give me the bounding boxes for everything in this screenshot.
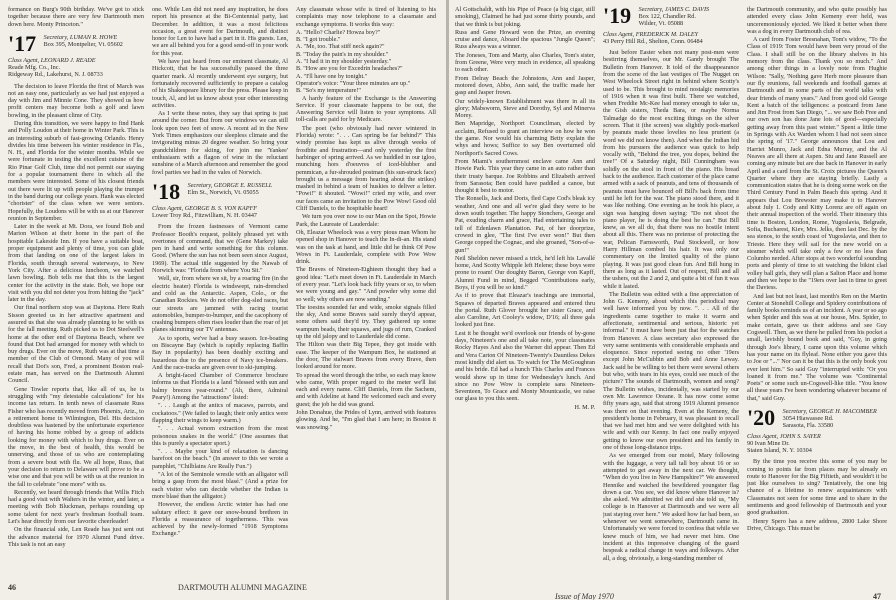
- poem-stanza: To spread the word through the tribe, so each may know who came, With proper regard to the meter we'll list each and every name. Cliff Daniels, from the Sachem, and with Adeline at hand He welcomed each and every guest; the job he did was grand.: [296, 371, 436, 408]
- right-column-2: [603, 6, 739, 566]
- left-column-2: [152, 6, 288, 566]
- magazine-title: DARTMOUTH ALUMNI MAGAZINE: [178, 583, 307, 592]
- paragraph: However, the endless Arctic winter has had one salutary effect: it gave our snow-bound brethren in Florida a reassurance of togetherness. This was achieved by the newly-formed "1918 Symptoms Exchange.": [152, 501, 288, 538]
- class-year: '17: [8, 30, 37, 56]
- class-header-19: [603, 6, 739, 45]
- agent-address: Reade Mfg. Co., Inc.: [8, 64, 61, 72]
- paragraph: "A lot of the Seminole wrestle with an alligator will bring a gasp from the most blasé." (And a prize for each visitor who can decide whether the Indian is more blasé than the alligator.): [152, 471, 288, 500]
- paragraph: Just before Easter when not many post-men were bestirring themselves, our Mr. Gandy brought The Bulletin from Hanover. It told of the disappearance from the scene of the last vestiges of The Nugget on West Wheelock Street right in behind where Scotty's used to be. This brought to mind nostalgic memories of 1916 when it was first built. There we watched, when Freddie Mc-Kee had money enough to take us, the Gish sisters, Theda Bara, or maybe Norma Talmadge do the most exciting things on the silver screen. That it (the screen) was slightly pock-marked by peanuts made those lovelies no less prurient (a word we did not know then). And when the Indian hid from his pursuers the audience was quick to help vocally with, "Behind the tree, you dopes, behind the tree!" Of a Saturday night, Bill Cunningham was solidly on the stool in front of the piano. His bread back to the audience. Each customer of the place came armed with a sack of peanuts, and tens of thousands of peanuts must have bounced off Bill's back from time until he left for the war. The piano stood there, and it was like nothing. One evening as he took his place, a sign was hanging down saying: "Do not shoot the piano player, he is doing the best he can." But Bill knew, as we all do, that there was no hostile intent about all this. There was no pretense of protecting the war, Pelican Farnsworth, Paul Stockwell, or how Harry Hillman combed his hair. It was only our commentary on the limited quality of the piano playing. It was just good clean fun. And Bill hung in there as long as it lasted. Out of respect, Bill and all the ushers, out the 2 and 2, and quite a bit of fun it was while it lasted.: [603, 49, 739, 290]
- dialog-line: Operator's voice: "Your three minutes are up.": [296, 79, 411, 87]
- agent-address: Ridgeway Rd., Lakehurst, N. J. 08733: [8, 71, 103, 79]
- secretary-name: Secretary, JAMES C. DAVIS: [638, 6, 710, 13]
- paragraph: Our final northern stop was at Daytona. Here Ruth Sisson greeted us in her attractive apartment and assured us that she was already planning to be with us for the fall meeting. Ruth picked us to Dot Steelwell's home at the other end of Daytona Beach, where we found that Dot had arranged for money with which to buy drugs. Ever on the move, Ruth was at that time a member of the Club of Ormond. Many of you will recall that Dot's son, Fred, a prominent Boston real-estate man, has served on the Dartmouth Alumni Council.: [8, 304, 144, 385]
- paragraph: Recently, we heard through friends that Willis Fitch had a good visit with Walters in the winter, and later, a meeting with Bob Bluckman, perhaps rounding up some talent for next year's freshman football team. Let's hear directly from our favorite cheerleader!: [8, 488, 144, 526]
- paragraph: A card from Foster Bresnahan, Tom's widow, "To the Class of 1919: Tom would have been very proud of the Class. I shall still be on the library shelves in his memory from the class. Thank you so much." And among other things in a lovely note from Hughie Wilson: "Sally, 'Nothing gave Herb more pleasure than our fly reunions, fall weekends and football games at Dartmouth and in some parts of the world talks with dear friends of many years." And from good old George Kent a batch of the telligences: a postcard from Jane and Jim Frost from San Diego, "... we saw Bob Free and our own son has done Jane lots of good—especially getting away from this past winter." Spent a little time in Springs with Ax Warden whom I had not seen since the spring of '17." George announces that Lou and Harriet Munro, Jack and Edna Murray, and the Al Neaves are all there at Aspen. Stu and Jane Russell are coming any minute but are due back in Hanover in early April and a card from the St. Croix pictures the Queen's Quarter where they are staying briefly. Lastly a communication states that he is doing some work on the Third Century Fund in Palm Beach this spring. And it appears that Lou Brewster may make it to Hanover about July 1. Cody and Kitty Lorenz are off again on their annual inspection of the world. Their itinerary this time is Boston, London, Rome, Yugoslavia, Belgrade, Sofia, Bucharest, Kiev, Mrs. Jelks, then last Dec. by the sea stenos, to the south coast of Yugoslavia, and then to Trieste. Here they will sail for the new world on a steamer which will take only a few or no less than Columbo nerded. After stops at two wonderful sounding ports and plenty of time to sit watching the bikini clad volley ball girls, they will plan a Salton Place and home and then we hope to the "19ers over last in time to greet the Daviess.: [747, 36, 887, 292]
- poem-stanza: The Joneses, Tom and Marty, also Charles, Tom's sister, from Greene, Were very much in evidence, all speaking to each other.: [455, 51, 595, 74]
- paragraph: ". . . Actual venom extraction from the most poisonous snakes in the world." (One assumes that this is purely a spectator sport.): [152, 425, 288, 447]
- secretary-address: Wilder, Vt. 05088: [638, 20, 684, 28]
- agent-address: 43 Perry Hill Rd., Shelton, Conn. 06484: [603, 37, 703, 45]
- right-page: [449, 0, 896, 600]
- paragraph: On the financial side, Len Reade has just sent out the advance material for 1970 Alumni Fund drive. This task is not an easy: [8, 526, 144, 548]
- paragraph: As I write these notes, they say that spring is just around the corner. But from our windows we can still look upon two feet of snow. A recent ad in the New York Times emphasizes our sleepless climate and the invigorating minus 20 degree weather. So bring your grandchildren for skiing, for join me 'Yankee' enthusiasm with a flagon of wine in the reluctant sunshine of a March afternoon and remember the good fowl parties we had in the vales of Norwich.: [152, 110, 288, 176]
- poem-stanza: Al Gottschaldt, with his Pipe of Peace (a big cigar, still smoking), Claimed he had just some thirty pounds, and that we think is but joking.: [455, 6, 595, 28]
- page-number: 46: [8, 583, 16, 592]
- poem-stanza: The Braves of Nineteen-Eighteen thought they had a good idea: "Let's meet down in Ft. Lauderdale in March of every year. "Let's look back fifty years or so, to when we were young and gay." "And powder why some did so well; why others are now sending.": [296, 266, 436, 303]
- poem-stanza: Oh, Eleazar Wheelock was a very pious man Whom he opened shop in Hanover to teach the In-di-an. His stand was on the task at hand, and little did he think Of Pow Wows in Ft. Lauderdale, complete with Pow Wow drink.: [296, 228, 436, 266]
- class-agent: Class Agent, JOHN S. SAYER: [747, 432, 821, 440]
- class-header-20: [747, 405, 887, 455]
- paragraph: Henry Spero has a new address, 2800 Lake Shore Drive, Chicago. This must be: [747, 517, 887, 532]
- poem-stanza: The Hilton was their Big Tepee, they got inside with ease. The keeper of the Wampum Box, he stationed at the door, The stalwart Braves from every Brave, then looked around for more.: [296, 341, 436, 371]
- poem-stanza: Russ and Gene Howard won the Prize, an evening cruise and dance, Aboard the spacious "Jungle Queen"; Russ always was a winner.: [455, 28, 595, 51]
- class-year: '18: [152, 178, 181, 204]
- poem-stanza: Our widely-known Establishment was there in all its glory; Mabsworm, Steve and Dorothy, Syl and Minerva Morey.: [455, 97, 595, 120]
- paragraph: ". . . Laugh at the antics of macaws, parrots, and cockatoos." (We failed to laugh; their only antics were flapping their wings to keep warm.): [152, 402, 288, 424]
- paragraph: From the frozen fastnesses of Vermont came Professor Booth's request, politely phrased yet with overtones of command, that we (Gene Markey) take pen in hand and write something for this column. Good. (Where the sun has not been seen since August, 1969). The actual title suggested by the Nawab of Norwich was: "Florida from where You Sit.": [152, 223, 288, 275]
- dialog-line: B. "I got trouble.": [296, 36, 341, 44]
- right-column-1: [455, 6, 595, 566]
- class-header-17: [8, 30, 144, 79]
- paragraph: The Bulletin was edited with a fine appreciation of John G. Kemeny, about which this periodical may well have informed you by now. ". . . All of the ingredients came together to make it warm and affectionate, sentimental and serious, historic yet informal." It must have been just that for the watches from Hanover. A class secretary also expressed the very same sentiments with considerable emphasis and eloquence. Since reported seeing no other '19ers except John McCubbin and Bob and Anne Leway. Jack said he be willing to bet there were several others but who, with tears in his eyes, could see much of the picture? The sounds of Dartmouth, women and song? The Bulletin wishes, incidentally, was started by our own Mr. Lawrence Oreane. It has now come some fifty years ago, said that strong 1919 Alumni presence was there on that evening. Even at the Kemeny, the president's home in February, it was pleasant to recall that we had met him and we were delighted with his wife and with our Kenny. In fact one really enjoyed getting to know our own president and his family in one of those long-distance trips.: [603, 290, 739, 452]
- paragraph: ". . . Maybe your kind of relaxation is dancing barefoot on the beach." (In answer to this we wrote a pamphlet, "Chilblains Are Really Fun."): [152, 448, 288, 470]
- dialog-line: B. "So's my temperature!": [296, 87, 361, 95]
- poem-stanza: Lest it be thought we'd overlook our friends of by-gone days, Nineteen's one and all take note, your classmates Rocky Hayes And also the Warner did appear. Then Ed and Vera Carton Of Nineteen-Twenty's Dauntless Dekes most kindly did alert us. To watch for The McGoughran and his bride. Ed had a hunch This Charles and Frances would show up in time for Wednesday's lunch. And since no Pow Wow is complete sans Nineteen-Seventeen, To Grace and Monty Mountcastle, we raise our glass to you this seen.: [455, 329, 595, 403]
- right-column-3: [747, 6, 887, 566]
- paragraph: During this transition, we were happy to find Hank and Polly Loudon at their home in Winter Park. This is an interesting suburb of fast-growing Orlando. Henry divides his time between his winter residence in Fla., N. H., and Florida for the winter months. While we were fortunate in testing the excellent cuisine of the Rio Pinar Golf Club, time did not permit our staying for a popular tournament there in which all the members were interested. Some of his closest friends out there were lit up with people playing the trumpet in the band during our college years. Hank was elected "chorister" of the class when we were seniors. Hopefully, the Loudons will be with us at our Hanover reunion in September.: [8, 119, 144, 222]
- paragraph: The poet (who obviously had never wintered in Florida) wrote: ". . . Can spring be far behind?" This windy promise has kept us alive through weeks of frostbite and frustration—and only yesterday the first harbinger of spring arrived. As we huddled in our igloo, munching hors d'oeuvres of iced-blubber and pemmican, a fur-shrouded postman (his sun-struck face) brought us a message from hearing about the strikes) mashed in behind a team of huskies to deliver a letter. "Powi!" it shouted. "Wowi!" cried my wife, and over our faces came an invitation to the Pow Wow! Good old Cliff Daniels, to the hospitable heart!: [296, 124, 436, 213]
- agent-address: Staten Island, N. Y. 10304: [747, 447, 812, 455]
- left-column-3: [296, 6, 436, 566]
- paragraph: formance on Burg's 90th birthday. We've got to stick together because there are very few Dartmouth men down here. Monty Princeton.": [8, 6, 144, 28]
- class-year: '19: [603, 6, 632, 28]
- class-agent: Class Agent, GEORGE B. S. VON KAPFF: [152, 204, 258, 212]
- issue-date: Issue of May 1970: [555, 592, 614, 600]
- dialog-line: A. "Hello? Charlie? Howza boy?": [296, 28, 381, 36]
- signature-initials: H. M. P.: [574, 403, 595, 411]
- secretary-address: Elm St., Norwich, Vt. 05055: [187, 189, 259, 197]
- secretary-address: Box 122, Chandler Rd.: [638, 13, 696, 21]
- class-agent: Class Agent, FREDERICK M. DALEY: [603, 30, 699, 38]
- left-page: [0, 0, 446, 600]
- paragraph: Any classmate whose wife is tired of listening to his complaints may now telephone to a classmate and exchange symptoms. It works this way:: [296, 6, 436, 28]
- agent-address: Lower Troy Rd., Fitzwilliam, N. H. 03447: [152, 212, 258, 220]
- dialog-line: A. "I'll have one by tonight.": [296, 72, 368, 80]
- secretary-name: Secretary, GEORGE H. MACOMBER: [782, 408, 877, 416]
- class-year: '20: [747, 405, 776, 431]
- poem-stanza: As if to prove that Eleazar's teachings are immortal, Squaws of departed Braves appeared and entered thru the portal. Ruth Glover brought her sister Grace, and also Caroline, Art Cooley's widow, D'16; all three gals looked just fine.: [455, 292, 595, 329]
- poem-stanza: From Miami's southernmost enclave came Ann and Howie Park. This year they came in an auto rather than their trusty barque. Joe Robbins and Elizabeth arrived from Sarasota; Ben could have paddled a canoe, but thought it best to motor.: [455, 157, 595, 195]
- paragraph: As to sports, we've had a busy season. Ice-boating on Biscayne Bay (which is rapidly replacing Baffin Bay in popularity) has been deathly exciting and hazardous due to the presence of Navy ice-breakers. And the race-tracks are given over to ski-jumping.: [152, 334, 288, 371]
- paragraph: A bright-faced Chamber of Commerce brochure informs us that Florida is a land "blessed with sun and balmy breezes year-round." (Ah, there, Admiral Peary!) Among the "attractions" listed:: [152, 372, 288, 402]
- paragraph: And last but not least, last month's Ren on the Martin Center at Stonehill College and Spidery contributions of family books reminds us of an incident. A year or so ago when Spider and this was at our house, Mrs. Spider, to make certain, gave us their address and see Guy Cogswell. Then, as we there he pulled from his pocket a small, lavishly bound book and said, "Guy, in going through Joe's library, I came upon this volume which has your name on its flyleaf. None either you gave this to Joe or "..." Nor can it be that this is the only book you ever lent him." So said Guy "interrupted with: "Or you loaned it from me." The volume was "Continental Poets" or some such un-Cogswell-like title. "You know all these years I've been wondering whatever became of that," said Guy.: [747, 292, 887, 402]
- agent-address: 90 Ivan Mine Dr.: [747, 439, 790, 447]
- paragraph: We turn you over now to our Man on the Spot, Howie Park, the Laureate of Lauderdale:: [296, 213, 436, 228]
- paragraph: one. While Len did not need any inspiration, he does report his presence at the Bi-Centennial party, last December. In addition, it was a most felicitous occasion, a great event for Dartmouth, and distinct honor for Len to have had a part in it. His guests. Len, we are all behind you for a good send-off in your work for this year.: [152, 6, 288, 57]
- paragraph: Well, sir, from where we sit, by a roaring fire (in the electric heater) Florida is windswept, rain-drenched and cold as the Antarctic. Aspen, Colo., or the Canadian Rockies. We do not offer dog-sled races, but our streets are jammed with racing tourist automobiles, bumper-to-bumper, and the cacophony of crashing bumpers often rises louder than the roar of jet planes skimming our TV antennas.: [152, 275, 288, 334]
- poem-stanza: Neil Sheldon never missed a trick, he'd left his Lavallé home, And Scotty Whipple left Helene; these boys were prone to roam! Our doughty Baron, George von Kapff, Alumni Fund in mind, Begged "Contributions early, Boys, if you will be so kind.": [455, 254, 595, 291]
- paragraph: We have just heard from our eminent classmate, Al Hickcott, that he has successfully passed the three quarter mark. Al recently underwent eye surgery, but fortunately recovered sufficiently to prepare a catalog of his Shakespeare library for the press. Please keep in touch, Al, and let us know about your other interesting activities.: [152, 58, 288, 109]
- paragraph: Gene Towler reports that, like all of us, he is struggling with "my detestable calculations" for his income tax return. In tenth news of classmate Russ Fisher who has recently moved from Phoenix, Ariz., to a retirement home in Wilmington, Del. His decision doubtless was hastened by the unfortunate experience of having his home robbed by a group of addicts looking for money with which to buy drugs. Ever on the move, in the best of health, this would be unnerving, and those of us who are contemplating from a severe bout with flu. We all hope, Russ, that your decision to return to Delaware will prove to be a wise one and that you will be with us at the reunion in the fall to celebrate "one more" with us.: [8, 385, 144, 488]
- left-footer: [8, 583, 438, 592]
- secretary-name: Secretary, LUMAN R. HOWE: [43, 33, 118, 41]
- secretary-name: Secretary, GEORGE E. RUSSELL: [187, 181, 273, 189]
- poem-stanza: The Ronsells, Jack and Doris, fled Cape Cod's bleak icy weather, And one and all we're glad they were to be down south together. The happy Stonchers, George and Pat, exuding charm and grace, Had entertaining tales to tell of Edenlawn Plantation. Pat, of her doorprize, crowed in glee, "The first I've ever won!" But then George copped the Cognac, and she groaned, "Son-of-a-gun!": [455, 195, 595, 254]
- poem-stanza: The toesins sounded far and wide, smoke signals filled the sky, And some Braves said surely they'd appear, some others said they'd try. They gathered up some wampum beads, their squaws, and jugs of rum, Cranked up the old jalopy and to Lauderdale did come.: [296, 303, 436, 341]
- left-column-1: [8, 6, 144, 566]
- secretary-address: 3054 Hiawassee Rd.: [782, 415, 834, 423]
- poem-stanza: John Donahue, the Prides of Lynn, arrived with features glowing. And he, "I'm glad that I am here; in Boston it was snowing.": [296, 409, 436, 431]
- paragraph: The decision to leave Florida the first of March was not an easy one, particularly as we had just enjoyed a day with Jim and Minnie Cone. They showed us how profit centers may become both a golf and lawn bowling, in the pleasant clime of City.: [8, 82, 144, 119]
- secretary-address: Sarasota, Fla. 33580: [782, 422, 834, 430]
- class-agent: Class Agent, LEONARD J. READE: [8, 56, 96, 64]
- dialog-line: A. "Me, too. That stiff neck again?": [296, 43, 385, 51]
- dialog-line: B. "How are you for Excedrin headaches?": [296, 65, 403, 73]
- dialog-line: A. "I had it in my shoulder yesterday.": [296, 58, 392, 66]
- dialog-line: B. "Today the pain's in my shoulder.": [296, 50, 389, 58]
- secretary-address: Box 395, Montpelier, Vt. 05602: [43, 41, 123, 49]
- class-header-18: [152, 178, 288, 220]
- paragraph: As we emerged from our motel, Mary following with the luggage, a very tall tall boy about 16 or so attempted to get away in the next car. We thought, "When do you live in New Hampshire?" We answered Hennike and watched the bewildered youngster flag down a car. You see, we did know where Hanover is? she asked. We admitted we did and she told us, "My college is in Hanover at Dartmouth and we were all just staying over here." We asked how far had been, so whenever we went somewhere, Dartmouth came in. Unfortunately we were forced to confess that while we knew much of him, we had never met him. One incident at this impressive changing of the guard bespeak a radical change in ways and folkways. After all, a dog, obviously, a long-standing member of: [603, 452, 739, 562]
- poem-stanza: Ben Mapridge, Northport Councilman, elected by acclaim, Refused to grant an interview on how he won the game. Nor would his charming Betty explain the whys and hows; Suffice to say Ben overturned old Northport's Sacred Cows.: [455, 120, 595, 157]
- page-number: 47: [873, 592, 881, 600]
- poem-stanza: From Delray Beach the Johnstons, Ann and Jasper, motored down, Abbo, Ann said, the traffic made her gasp and Jasper frown.: [455, 74, 595, 97]
- paragraph: A hardy feature of the Exchange is the Answering Service. If your classmate happens to be out, the Answering Service will listen to your symptoms. All toll-calls are paid for by Medicare.: [296, 94, 436, 124]
- paragraph: By the time you receive this some of you may be coming to points far from places may be already en route to Hanover for the Big Fiftieth, and wouldn't it be just like ourselves to sing? Tentatively, the one big chance of a lifetime to renew acquaintances with Classmates not seen for some time and to share in the sentiments and good fellowship of Dartmouth and your good graduation.: [747, 458, 887, 517]
- symptom-dialog: [296, 29, 436, 95]
- paragraph: the Dartmouth community, and who quite possibly has attended every class John Kemeny ever held, was unceremoniously ejected. We liked it better when there was a dog in every Dartmouth club of rea.: [747, 6, 887, 35]
- paragraph: Later in the week at Mt. Dora, we found Bob and Marion Wilson at their home in the part of the hospitable Lakeside Inn. If you have a suitable boat, proper equipment and plenty of time, you can glide from that landing on one of the largest lakes in Florida, south through several waterways, to New York City. After a delicious luncheon, we watched lawn bowling. Bob tells me that this is the largest center for the activity in the state. Bob, we hope our visit with you did not deter you from hitting the "jack" later in the day.: [8, 223, 144, 304]
